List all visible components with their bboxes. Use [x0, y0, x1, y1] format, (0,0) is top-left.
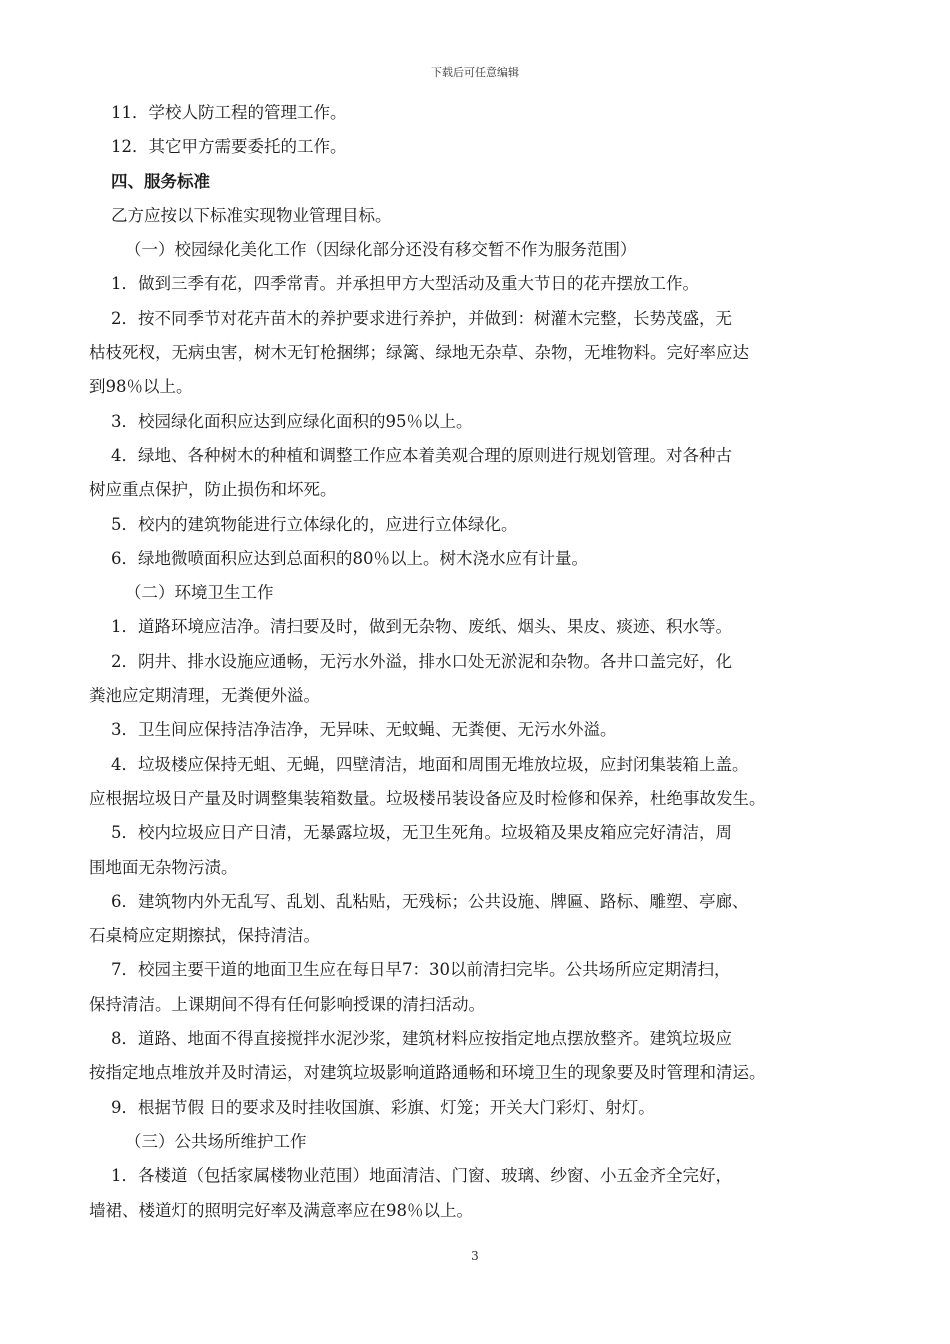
document-body — [89, 96, 871, 1228]
paragraph-line: 1．各楼道（包括家属楼物业范围）地面清洁、门窗、玻璃、纱窗、小五金齐全完好， — [111, 1166, 732, 1186]
paragraph-line: 墙裙、楼道灯的照明完好率及满意率应在98％以上。 — [89, 1200, 473, 1220]
paragraph-line: 8．道路、地面不得直接搅拌水泥沙浆，建筑材料应按指定地点摆放整齐。建筑垃圾应 — [111, 1029, 732, 1049]
paragraph-line: 树应重点保护，防止损伤和坏死。 — [89, 480, 337, 500]
paragraph-line: 11．学校人防工程的管理工作。 — [111, 103, 347, 122]
subsection-heading: （二）环境卫生工作 — [125, 583, 274, 603]
paragraph-line: 5．校内的建筑物能进行立体绿化的，应进行立体绿化。 — [111, 514, 518, 534]
paragraph-line: 9．根据节假 日的要求及时挂收国旗、彩旗、灯笼；开关大门彩灯、射灯。 — [111, 1097, 655, 1117]
paragraph-line: 按指定地点堆放并及时清运，对建筑垃圾影响道路通畅和环境卫生的现象要及时管理和清运。 — [89, 1063, 766, 1083]
paragraph-line: 应根据垃圾日产量及时调整集装箱数量。垃圾楼吊装设备应及时检修和保养，杜绝事故发生。 — [89, 788, 766, 808]
paragraph-line: 1．道路环境应洁净。清扫要及时，做到无杂物、废纸、烟头、果皮、痰迹、积水等。 — [111, 617, 732, 637]
paragraph-line: 保持清洁。上课期间不得有任何影响授课的清扫活动。 — [89, 994, 485, 1014]
paragraph-line: 围地面无杂物污渍。 — [89, 857, 238, 877]
paragraph-line: 1．做到三季有花，四季常青。并承担甲方大型活动及重大节日的花卉摆放工作。 — [111, 274, 699, 294]
paragraph-line: 6．绿地微喷面积应达到总面积的80％以上。树木浇水应有计量。 — [111, 548, 588, 568]
paragraph-line: 到98％以上。 — [89, 377, 193, 397]
paragraph-line: 粪池应定期清理，无粪便外溢。 — [89, 686, 320, 706]
section-heading: 四、服务标准 — [111, 171, 210, 191]
paragraph-line: 2．按不同季节对花卉苗木的养护要求进行养护，并做到：树灌木完整，长势茂盛，无 — [111, 308, 732, 328]
paragraph-line: 4．绿地、各种树木的种植和调整工作应本着美观合理的原则进行规划管理。对各种古 — [111, 445, 732, 465]
paragraph-line: 12．其它甲方需要委托的工作。 — [111, 137, 347, 157]
paragraph-line: 5．校内垃圾应日产日清，无暴露垃圾，无卫生死角。垃圾箱及果皮箱应完好清洁，周 — [111, 823, 732, 843]
paragraph-line: 乙方应按以下标准实现物业管理目标。 — [111, 205, 392, 225]
paragraph-line: 4．垃圾楼应保持无蛆、无蝇，四壁清洁，地面和周围无堆放垃圾，应封闭集装箱上盖。 — [111, 754, 749, 774]
page-header: 下载后可任意编辑 — [431, 66, 519, 79]
paragraph-line: 枯枝死杈，无病虫害，树木无钉枪捆绑；绿篱、绿地无杂草、杂物，无堆物料。完好率应达 — [89, 343, 749, 363]
paragraph-line: 2．阴井、排水设施应通畅，无污水外溢，排水口处无淤泥和杂物。各井口盖完好，化 — [111, 651, 732, 671]
subsection-heading: （三）公共场所维护工作 — [125, 1131, 307, 1151]
paragraph-line: 7．校园主要干道的地面卫生应在每日早7：30以前清扫完毕。公共场所应定期清扫， — [111, 960, 731, 980]
page-number: 3 — [471, 1249, 479, 1263]
paragraph-line: 石桌椅应定期擦拭，保持清洁。 — [89, 926, 320, 946]
subsection-heading: （一）校园绿化美化工作（因绿化部分还没有移交暂不作为服务范围） — [125, 240, 637, 260]
paragraph-line: 3．校园绿化面积应达到应绿化面积的95％以上。 — [111, 411, 473, 431]
paragraph-line: 6．建筑物内外无乱写、乱划、乱粘贴，无残标；公共设施、牌匾、路标、雕塑、亭廊、 — [111, 891, 749, 911]
paragraph-line: 3．卫生间应保持洁净洁净，无异味、无蚊蝇、无粪便、无污水外溢。 — [111, 720, 617, 740]
